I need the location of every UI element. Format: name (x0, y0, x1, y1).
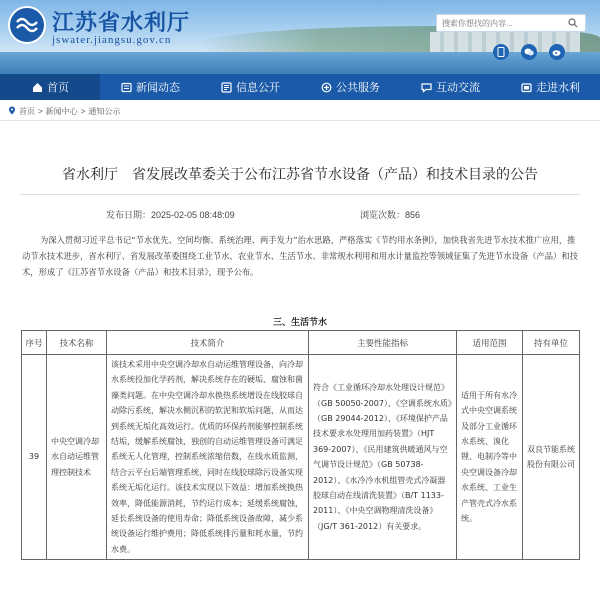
search-icon[interactable] (565, 15, 581, 31)
breadcrumb-news[interactable]: 新闻中心 (45, 107, 78, 116)
site-logo[interactable] (8, 6, 46, 44)
nav-label: 新闻动态 (136, 82, 180, 94)
nav-label: 互动交流 (436, 82, 480, 94)
weibo-icon[interactable] (549, 44, 565, 60)
divider (20, 194, 580, 195)
search-box (436, 14, 586, 32)
table-header-row (22, 331, 580, 355)
divider (0, 120, 600, 121)
about-icon (520, 81, 532, 93)
article-title: 省水利厅 省发展改革委关于公布江苏省节水设备（产品）和技术目录的公告 (62, 167, 538, 183)
section-heading: 三、生活节水 (272, 318, 327, 328)
nav-item-service[interactable] (300, 74, 400, 100)
nav-item-news[interactable] (100, 74, 200, 100)
publish-date-value: 2025-02-05 08:48:09 (151, 210, 235, 220)
column-header: 适用范围 (457, 331, 523, 355)
breadcrumb-separator-icon: > (38, 107, 43, 116)
view-count (360, 208, 420, 221)
column-header: 技术简介 (107, 331, 309, 355)
nav-item-about[interactable] (500, 74, 600, 100)
nav-label: 走进水利 (536, 82, 580, 94)
site-title[interactable]: 江苏省水利厅 (52, 10, 191, 36)
column-header: 持有单位 (523, 331, 580, 355)
nav-label: 信息公开 (236, 82, 280, 94)
column-header: 序号 (22, 331, 47, 355)
publish-date (106, 208, 235, 221)
breadcrumb (8, 106, 120, 117)
site-domain: jswater.jiangsu.gov.cn (52, 34, 172, 46)
header-water (0, 52, 600, 74)
article-body: 为深入贯彻习近平总书记“节水优先、空间均衡、系统治理、两手发力”治水思路，严格落实《节约用水条例》，加快我省先进节水技术推广应用，推动节水技术进步，省水利厅、省发展改革委围绕工业节水、农业节水、生活节水、非常规水利用和用水计量监控等领域征集了先进节水设备（产品）和技术，形成了《江苏省节水设备（产品）和技术目录》，现予公布。 (22, 235, 578, 277)
table-row (22, 355, 580, 560)
site-header (0, 0, 600, 74)
cell-holder: 双良节能系统股份有限公司 (523, 355, 580, 560)
location-icon (8, 106, 16, 117)
nav-item-info[interactable] (200, 74, 300, 100)
nav-label: 公共服务 (336, 82, 380, 94)
interaction-icon (420, 81, 432, 93)
view-count-label: 浏览次数： (360, 210, 406, 220)
service-icon (320, 81, 332, 93)
main-nav (0, 74, 600, 100)
logo-emblem-icon (14, 12, 40, 38)
cell-number: 39 (22, 355, 47, 560)
cell-tech-intro: 该技术采用中央空调冷却水自动运维管理设备，向冷却水系统投加化学药剂，解决系统存在的硬垢、腐蚀和菌藻类问题。在中央空调冷却水换热系统增设在线胶球自动除污系统，解决水侧沉积的软泥和软垢问题，从而达到系统无垢化高效运行。优质的环保药剂能够控制系统结垢，缓解系统腐蚀，独创的自动运维管理设备可满足系统无人化管理，控制系统浓缩倍数，在线水质监测，结合云平台后端管理系统，同时在线胶球除污设备实现系统无垢化运行。该技术实现以下效益：增加系统换热效率，降低能源消耗，节约运行成本；延缓系统腐蚀，延长系统设备的使用寿命；降低系统设备故障，减少系统设备运行维护费用；降低系统排污量和耗水量，节约水费。 (107, 355, 309, 560)
view-count-value: 856 (405, 210, 421, 220)
nav-label: 首页 (47, 82, 69, 94)
breadcrumb-notices[interactable]: 通知公示 (88, 107, 121, 116)
search-input[interactable] (437, 15, 565, 31)
catalog-table (21, 330, 580, 560)
column-header: 技术名称 (47, 331, 107, 355)
wechat-icon[interactable] (521, 44, 537, 60)
breadcrumb-separator-icon: > (80, 107, 86, 116)
cell-scope: 适用于所有水冷式中央空调系统及部分工业循环水系统、溴化锂、电制冷等中央空调设备冷却水系统、工业生产管壳式冷水系统。 (457, 355, 523, 560)
home-icon (31, 81, 43, 93)
mobile-icon[interactable] (493, 44, 509, 60)
column-header: 主要性能指标 (309, 331, 457, 355)
publish-date-label: 发布日期： (106, 210, 152, 220)
info-icon (220, 81, 232, 93)
cell-specs: 符合《工业循环冷却水处理设计规范》（GB 50050-2007）、《空调系统水质》（GB 29044-2012）、《环境保护产品技术要求水处理用加药装置》（HJT 369-2007）、《民用建筑供暖通风与空气调节设计规范》（GB 50738-2012）、《水冷冷水机组管壳式冷凝器胶球自动在线清洗装置》（B/T 1133-2011）、《中央空调物理清洗设备》（JG/T 361-2012）有关要求。 (309, 355, 457, 560)
news-icon (120, 81, 132, 93)
nav-item-interaction[interactable] (400, 74, 500, 100)
breadcrumb-home[interactable]: 首页 (19, 107, 35, 116)
cell-tech-name: 中央空调冷却水自动运维管理控制技术 (47, 355, 107, 560)
nav-item-home[interactable] (0, 74, 100, 100)
